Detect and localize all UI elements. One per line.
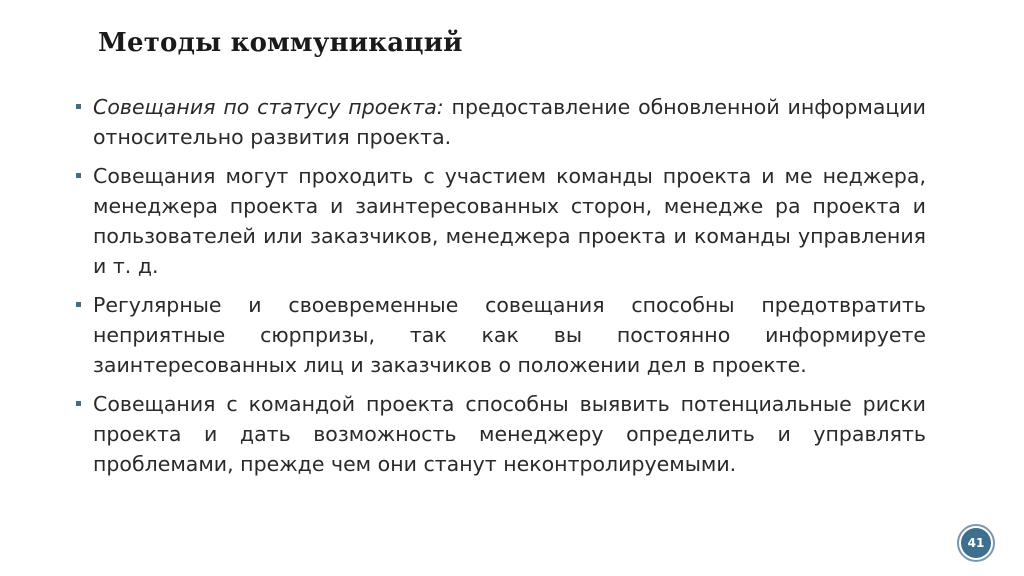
bullet-lead-text: Совещания по статусу проекта: (93, 95, 444, 119)
page-number: 41 (961, 528, 991, 558)
bullet-square-icon (76, 401, 81, 406)
bullet-item (76, 290, 926, 380)
bullet-item (76, 92, 926, 152)
slide-title: Методы коммуникаций (98, 28, 463, 58)
bullet-text: предоставление обновленной информации относительно развития проекта. (93, 95, 926, 149)
bullet-text: Регулярные и своевременные совещания способны предотвратить неприятные сюрпризы, так как вы постоянно информируете заинтересованных лиц и заказчиков о положении дел в проекте. (93, 293, 926, 377)
bullet-text: Совещания с командой проекта способны выявить потенциальные риски проекта и дать возможность менеджеру определить и управлять проблемами, прежде чем они станут неконтролируемыми. (93, 392, 926, 476)
bullet-text: Совещания могут проходить с участием команды проекта и ме неджера, менеджера проекта и заинтересованных сторон, менедже ра проекта и пользователей или заказчиков, менеджера проекта и команды управления и т. д. (93, 164, 926, 278)
bullet-item (76, 389, 926, 479)
page-number-badge (957, 524, 995, 562)
bullet-item (76, 161, 926, 281)
bullet-square-icon (76, 302, 81, 307)
bullet-square-icon (76, 173, 81, 178)
bullet-list (76, 92, 926, 488)
bullet-square-icon (76, 104, 81, 109)
